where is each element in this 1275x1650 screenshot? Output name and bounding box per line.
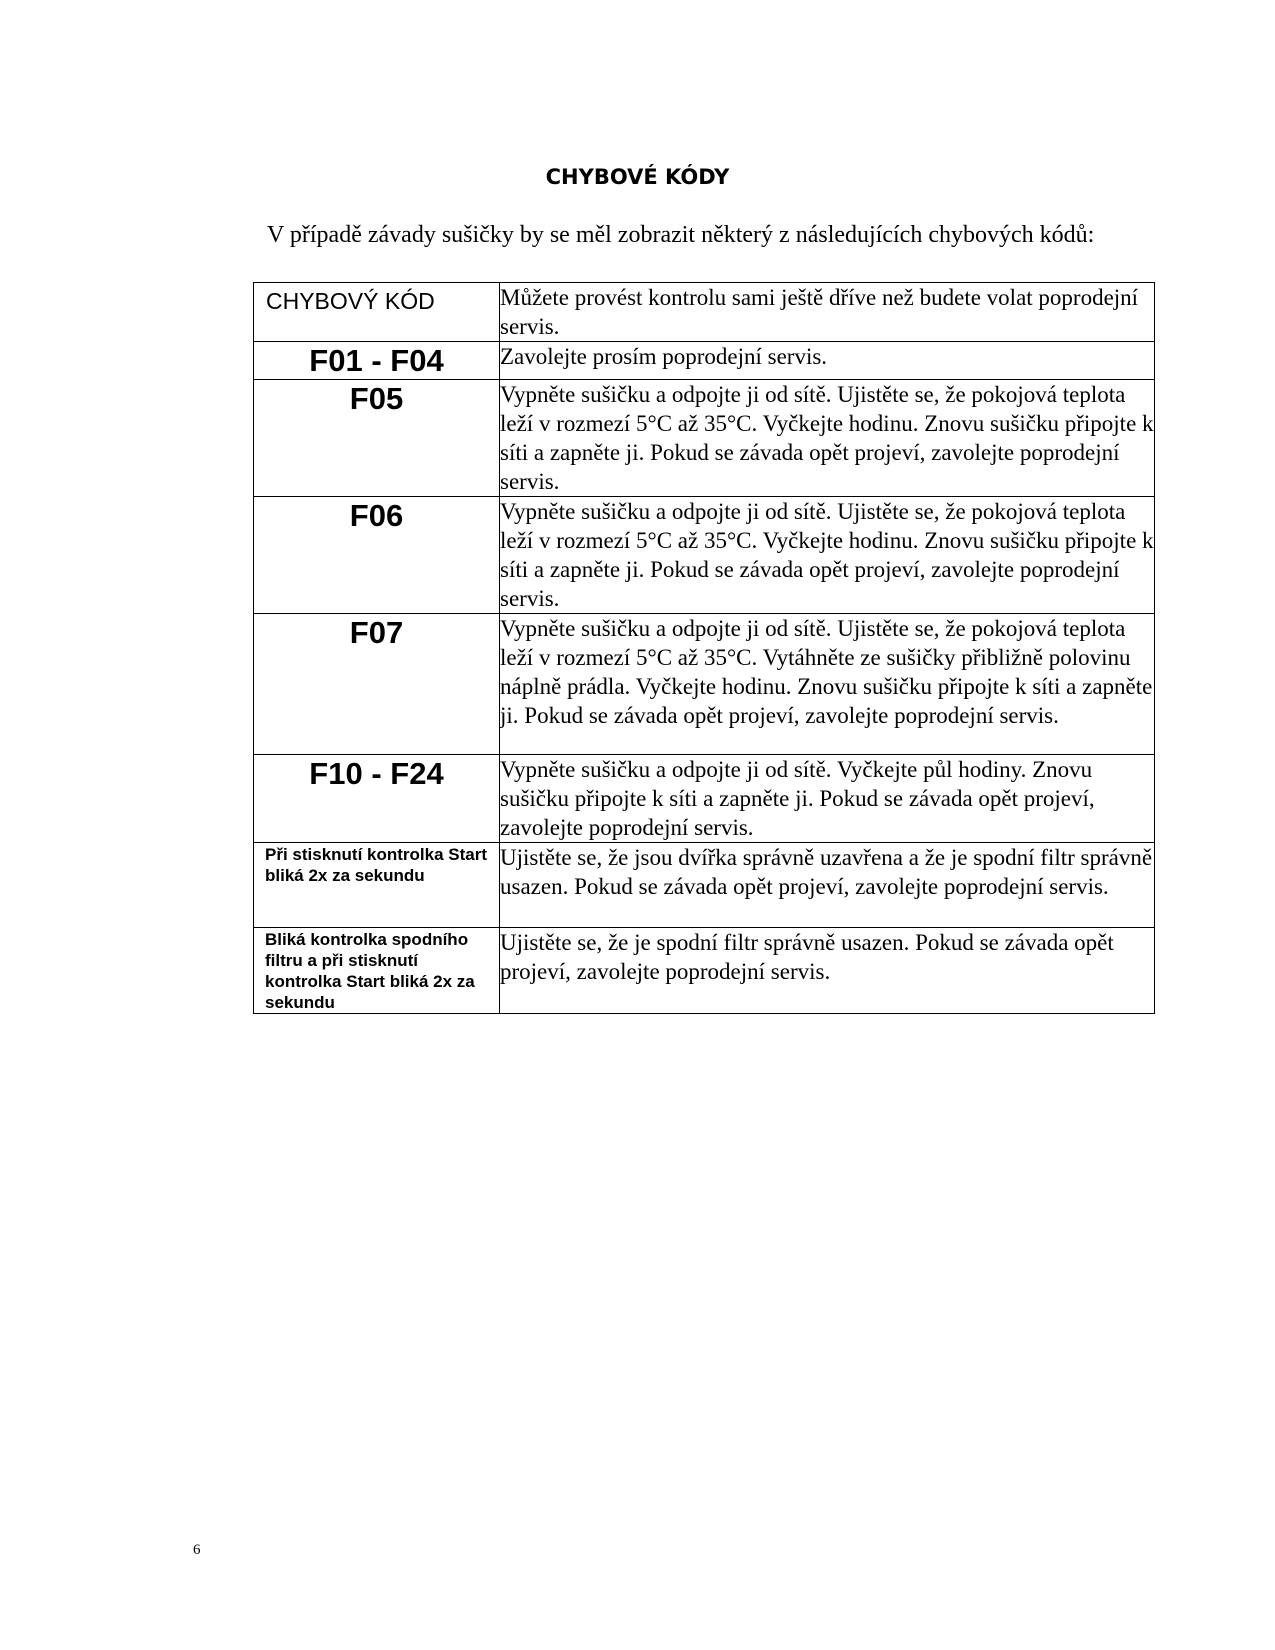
code-cell — [254, 497, 500, 614]
desc-cell: Vypněte sušičku a odpojte ji od sítě. Ujistěte se, že pokojová teplota leží v rozmezí 5°C až 35°C. Vytáhněte ze sušičky přibližně polovinu náplně prádla. Vyčkejte hodinu. Znovu sušičku připojte k síti a zapněte ji. Pokud se závada opět projeví, zavolejte poprodejní servis. — [500, 614, 1155, 755]
error-code-table — [253, 282, 1155, 1014]
header-code-cell — [254, 283, 500, 342]
code-cell — [254, 928, 500, 1014]
table-row — [254, 342, 1155, 380]
error-code: F10 - F24 — [309, 756, 444, 791]
code-cell — [254, 614, 500, 755]
page-number: 6 — [193, 1542, 201, 1558]
desc-cell: Vypněte sušičku a odpojte ji od sítě. Vyčkejte půl hodiny. Znovu sušičku připojte k síti a zapněte ji. Pokud se závada opět projeví, zavolejte poprodejní servis. — [500, 755, 1155, 843]
table-header-row — [254, 283, 1155, 342]
error-code: F06 — [349, 498, 404, 533]
error-code: Bliká kontrolka spodního filtru a při stisknutí kontrolka Start bliká 2x za sekundu — [265, 930, 475, 1012]
desc-cell: Vypněte sušičku a odpojte ji od sítě. Ujistěte se, že pokojová teplota leží v rozmezí 5°C až 35°C. Vyčkejte hodinu. Znovu sušičku připojte k síti a zapněte ji. Pokud se závada opět projeví, zavolejte poprodejní servis. — [500, 380, 1155, 497]
header-desc-cell: Můžete provést kontrolu sami ještě dříve než budete volat poprodejní servis. — [500, 283, 1155, 342]
desc-cell: Vypněte sušičku a odpojte ji od sítě. Ujistěte se, že pokojová teplota leží v rozmezí 5°C až 35°C. Vyčkejte hodinu. Znovu sušičku připojte k síti a zapněte ji. Pokud se závada opět projeví, zavolejte poprodejní servis. — [500, 497, 1155, 614]
header-code-label: CHYBOVÝ KÓD — [266, 288, 435, 314]
error-code: F01 - F04 — [309, 343, 444, 378]
table-row — [254, 380, 1155, 497]
table-row — [254, 755, 1155, 843]
error-code: F07 — [349, 615, 404, 650]
table-row — [254, 928, 1155, 1014]
desc-cell: Ujistěte se, že je spodní filtr správně usazen. Pokud se závada opět projeví, zavolejte poprodejní servis. — [500, 928, 1155, 1014]
code-cell — [254, 755, 500, 843]
page-title: CHYBOVÉ KÓDY — [545, 165, 730, 189]
table-row — [254, 614, 1155, 755]
desc-cell: Zavolejte prosím poprodejní servis. — [500, 342, 1155, 380]
table-row — [254, 497, 1155, 614]
desc-cell: Ujistěte se, že jsou dvířka správně uzavřena a že je spodní filtr správně usazen. Pokud se závada opět projeví, zavolejte poprodejní servis. — [500, 843, 1155, 928]
table-row — [254, 843, 1155, 928]
code-cell — [254, 380, 500, 497]
intro-text: V případě závady sušičky by se měl zobrazit některý z následujících chybových kódů: — [267, 222, 1095, 248]
code-cell — [254, 342, 500, 380]
code-cell — [254, 843, 500, 928]
error-code: F05 — [349, 381, 404, 416]
error-code: Při stisknutí kontrolka Start bliká 2x za sekundu — [265, 845, 487, 885]
